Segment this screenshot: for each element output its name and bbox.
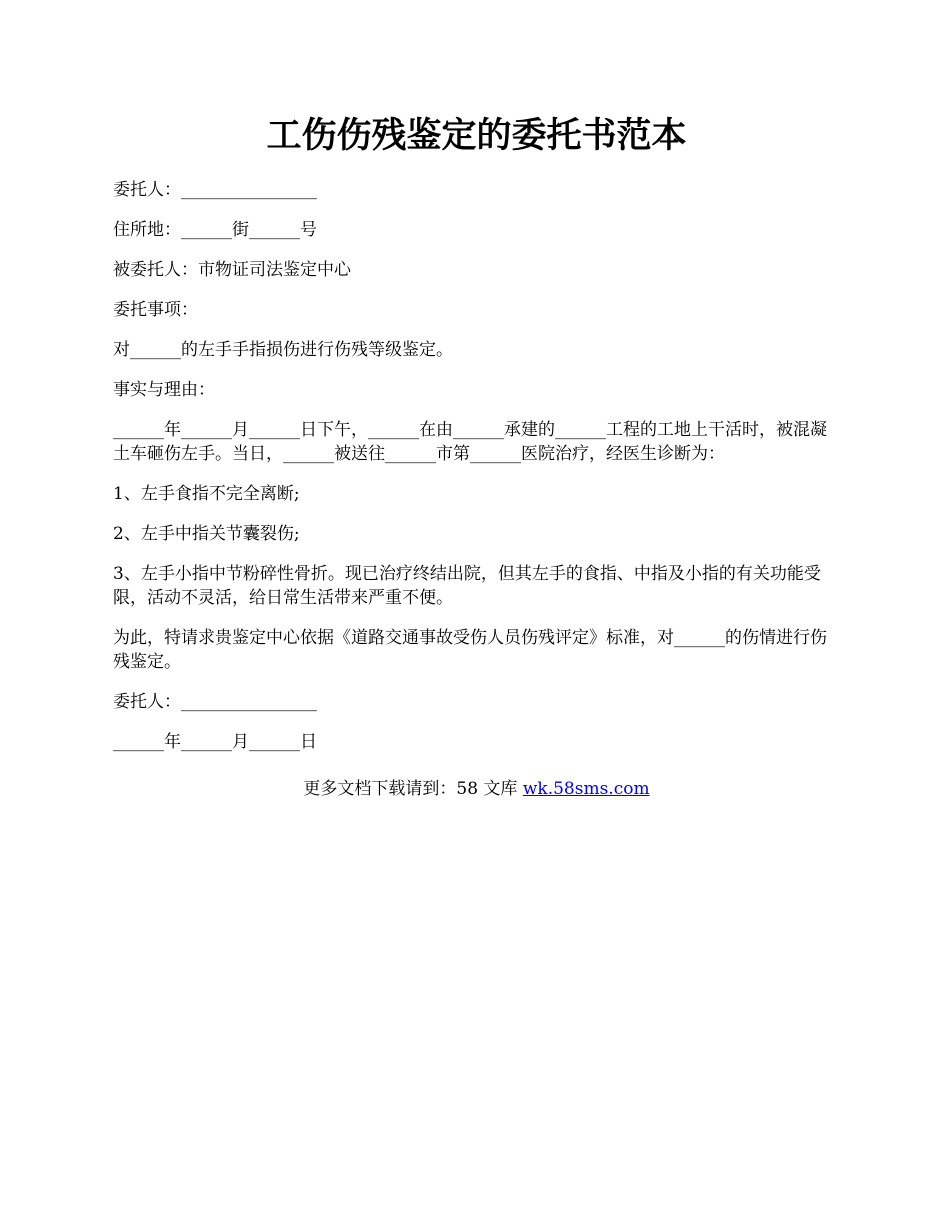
- diagnosis-item-2: 2、左手中指关节囊裂伤;: [113, 524, 300, 544]
- document-body: [113, 178, 840, 770]
- facts-text: ______年______月______日下午，______在由______承建的______工程的工地上干活时，被混凝土车砸伤左手。当日，______被送往______市第______医院治疗，经医生诊断为：: [113, 420, 827, 464]
- page-title: 工伤伤残鉴定的委托书范本: [266, 115, 687, 156]
- footer: [113, 777, 840, 801]
- footer-prefix: 更多文档下载请到：58 文库: [303, 779, 523, 799]
- address-line: 住所地：______街______号: [113, 220, 317, 240]
- date-line: ______年______月______日: [113, 732, 317, 752]
- diagnosis-item-1: 1、左手食指不完全离断;: [113, 484, 300, 504]
- signature-line: 委托人：________________: [113, 692, 317, 712]
- delegatee-line: 被委托人：市物证司法鉴定中心: [113, 260, 351, 280]
- request-text: 为此，特请求贵鉴定中心依据《道路交通事故受伤人员伤残评定》标准，对______的伤情进行伤残鉴定。: [113, 628, 827, 672]
- matter-text: 对______的左手手指损伤进行伤残等级鉴定。: [113, 340, 453, 360]
- footer-link[interactable]: wk.58sms.com: [522, 779, 650, 799]
- matter-heading: 委托事项：: [113, 300, 198, 320]
- delegator-line: 委托人：________________: [113, 180, 317, 200]
- diagnosis-item-3: 3、左手小指中节粉碎性骨折。现已治疗终结出院，但其左手的食指、中指及小指的有关功能受限，活动不灵活，给日常生活带来严重不便。: [113, 564, 821, 608]
- facts-heading: 事实与理由：: [113, 380, 215, 400]
